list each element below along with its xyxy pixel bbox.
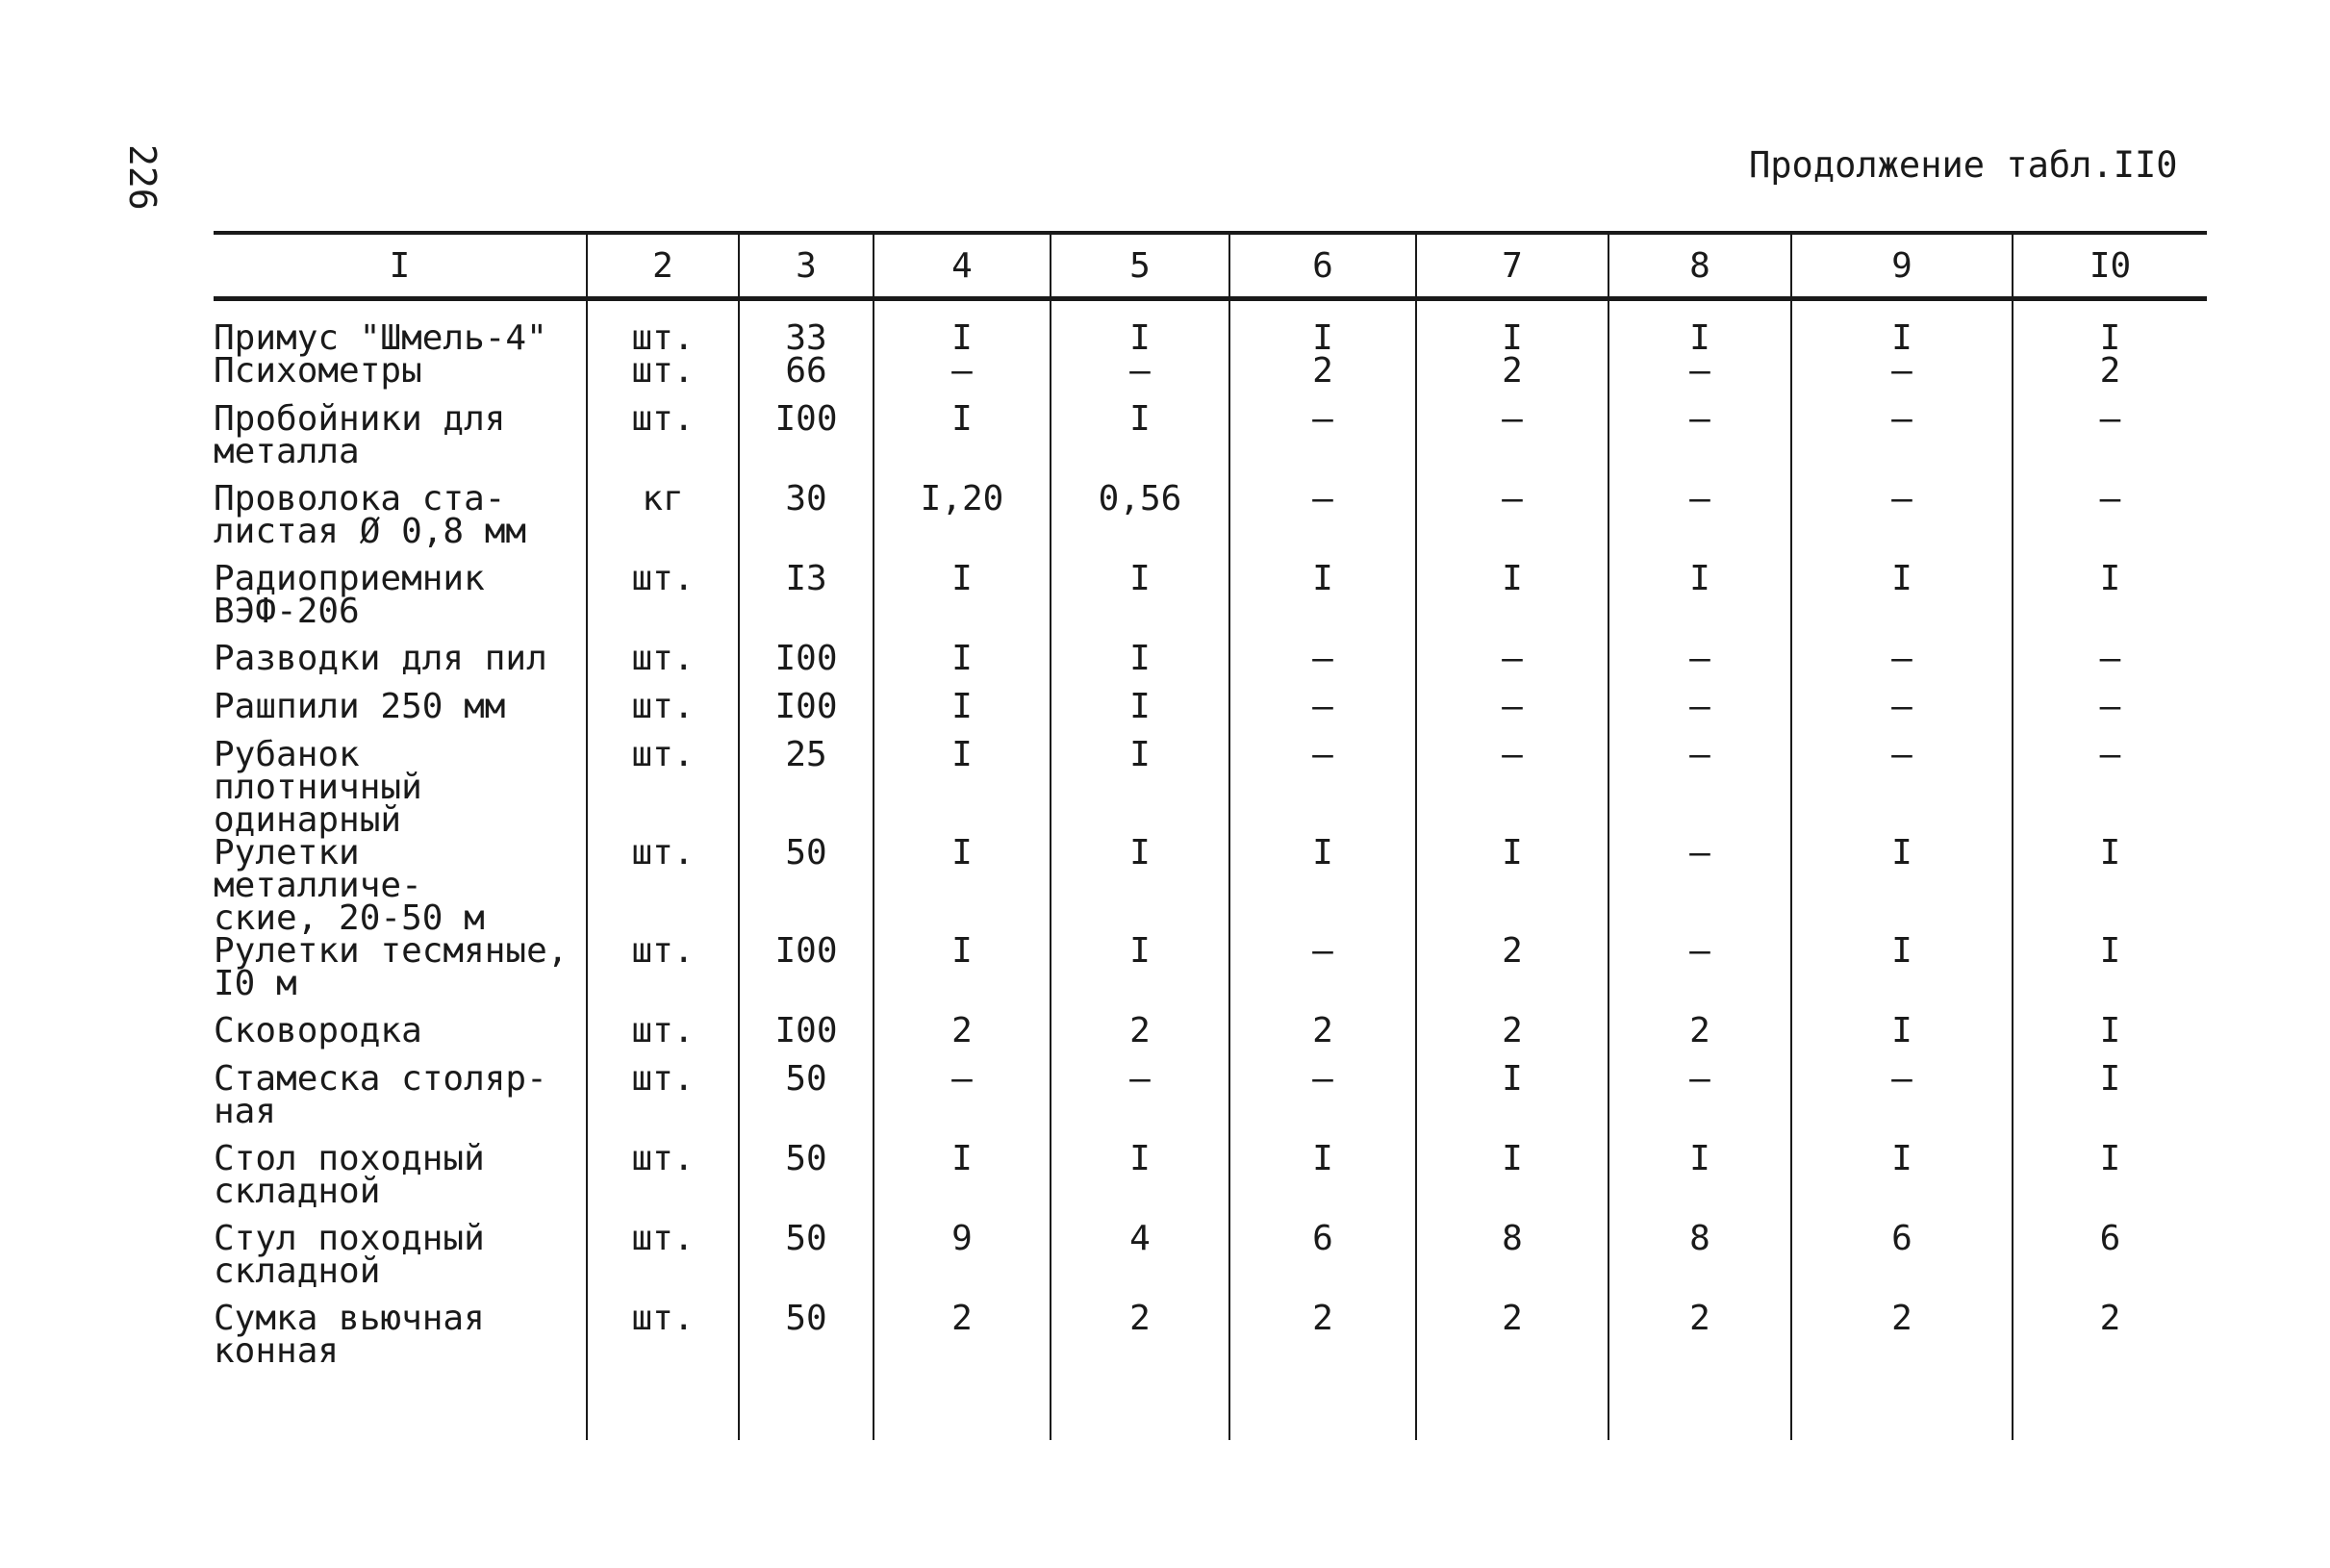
table-row	[214, 355, 2207, 403]
unit-cell: шт.	[587, 1015, 739, 1063]
value-cell: 2	[874, 1302, 1051, 1382]
table-row	[214, 1302, 2207, 1382]
value-cell: I	[1608, 1143, 1791, 1223]
value-cell: I	[1416, 837, 1608, 935]
table-filler-row	[214, 1382, 2207, 1440]
value-cell: I	[1416, 1063, 1608, 1143]
value-cell: 2	[1051, 1015, 1229, 1063]
empty-cell	[1416, 1382, 1608, 1440]
value-cell: I	[1416, 1143, 1608, 1223]
value-cell: –	[1608, 739, 1791, 837]
value-cell: 2	[1608, 1015, 1791, 1063]
value-cell: –	[1608, 935, 1791, 1015]
value-cell: I	[1791, 1143, 2013, 1223]
value-cell: I	[874, 739, 1051, 837]
unit-cell: шт.	[587, 1302, 739, 1382]
unit-cell: шт.	[587, 299, 739, 356]
quantity-cell: I3	[739, 563, 874, 643]
value-cell: –	[1608, 837, 1791, 935]
value-cell: 6	[1791, 1223, 2013, 1302]
unit-cell: шт.	[587, 1063, 739, 1143]
value-cell: I	[1229, 1143, 1416, 1223]
table-row	[214, 691, 2207, 739]
table-row	[214, 1015, 2207, 1063]
item-name-cell: Сковородка	[214, 1011, 422, 1050]
value-cell: I	[874, 935, 1051, 1015]
value-cell: I	[2013, 1063, 2207, 1143]
value-cell: –	[1229, 403, 1416, 483]
value-cell: I	[1608, 563, 1791, 643]
value-cell: 6	[2013, 1223, 2207, 1302]
value-cell: 2	[1229, 1015, 1416, 1063]
table-row	[214, 1223, 2207, 1302]
value-cell: I	[874, 563, 1051, 643]
quantity-cell: I00	[739, 691, 874, 739]
value-cell: 2	[1416, 1302, 1608, 1382]
unit-cell: шт.	[587, 563, 739, 643]
value-cell: I	[874, 299, 1051, 356]
empty-cell	[1608, 1382, 1791, 1440]
quantity-cell: I00	[739, 643, 874, 691]
quantity-cell: I00	[739, 403, 874, 483]
empty-cell	[1791, 1382, 2013, 1440]
value-cell: –	[2013, 483, 2207, 563]
item-name-cell: Пробойники для металла	[214, 399, 506, 471]
value-cell: I	[1416, 299, 1608, 356]
column-header: 4	[874, 233, 1051, 299]
value-cell: –	[1416, 739, 1608, 837]
value-cell: I	[2013, 299, 2207, 356]
empty-cell	[1229, 1382, 1416, 1440]
value-cell: –	[2013, 739, 2207, 837]
value-cell: I	[2013, 837, 2207, 935]
item-name-cell: Рубанок плотничный одинарный	[214, 735, 422, 840]
item-name-cell: Психометры	[214, 351, 422, 391]
value-cell: 4	[1051, 1223, 1229, 1302]
column-header: 6	[1229, 233, 1416, 299]
quantity-cell: I00	[739, 1015, 874, 1063]
value-cell: –	[2013, 643, 2207, 691]
table-row	[214, 299, 2207, 356]
value-cell: –	[1229, 483, 1416, 563]
quantity-cell: 25	[739, 739, 874, 837]
value-cell: –	[1791, 643, 2013, 691]
value-cell: I	[1791, 935, 2013, 1015]
value-cell: –	[1416, 403, 1608, 483]
value-cell: –	[1791, 691, 2013, 739]
value-cell: I	[1791, 837, 2013, 935]
equipment-table-container	[214, 231, 2207, 1440]
value-cell: 9	[874, 1223, 1051, 1302]
value-cell: –	[1608, 483, 1791, 563]
value-cell: 2	[1229, 1302, 1416, 1382]
column-header: 8	[1608, 233, 1791, 299]
unit-cell: шт.	[587, 355, 739, 403]
value-cell: 2	[1416, 935, 1608, 1015]
value-cell: –	[1229, 643, 1416, 691]
value-cell: –	[1608, 1063, 1791, 1143]
quantity-cell: 50	[739, 1063, 874, 1143]
equipment-table	[214, 231, 2207, 1440]
value-cell: –	[874, 355, 1051, 403]
value-cell: I	[1229, 299, 1416, 356]
empty-cell	[739, 1382, 874, 1440]
value-cell: –	[1608, 355, 1791, 403]
value-cell: 2	[874, 1015, 1051, 1063]
quantity-cell: 30	[739, 483, 874, 563]
value-cell: –	[1791, 355, 2013, 403]
value-cell: –	[1416, 643, 1608, 691]
empty-cell	[587, 1382, 739, 1440]
item-name-cell: Рулетки тесмяные, I0 м	[214, 931, 569, 1003]
unit-cell: шт.	[587, 739, 739, 837]
item-name-cell: Проволока ста- листая Ø 0,8 мм	[214, 479, 527, 551]
value-cell: I	[1608, 299, 1791, 356]
column-header: 9	[1791, 233, 2013, 299]
value-cell: –	[1229, 691, 1416, 739]
table-row	[214, 643, 2207, 691]
table-row	[214, 739, 2207, 837]
table-row	[214, 403, 2207, 483]
value-cell: I	[1051, 563, 1229, 643]
table-row	[214, 563, 2207, 643]
value-cell: I	[1416, 563, 1608, 643]
value-cell: –	[1791, 739, 2013, 837]
table-row	[214, 483, 2207, 563]
quantity-cell: 50	[739, 1302, 874, 1382]
value-cell: 8	[1416, 1223, 1608, 1302]
value-cell: –	[1051, 355, 1229, 403]
unit-cell: кг	[587, 483, 739, 563]
value-cell: –	[2013, 691, 2207, 739]
value-cell: 8	[1608, 1223, 1791, 1302]
value-cell: –	[1608, 643, 1791, 691]
value-cell: I	[2013, 1143, 2207, 1223]
value-cell: I	[874, 1143, 1051, 1223]
item-name-cell: Рашпили 250 мм	[214, 687, 506, 726]
quantity-cell: I00	[739, 935, 874, 1015]
value-cell: 2	[1416, 1015, 1608, 1063]
empty-cell	[214, 1382, 587, 1440]
item-name-cell: Стул походный складной	[214, 1219, 485, 1291]
value-cell: 6	[1229, 1223, 1416, 1302]
item-name-cell: Стамеска столяр- ная	[214, 1059, 547, 1131]
value-cell: –	[1791, 483, 2013, 563]
header-row	[214, 233, 2207, 299]
quantity-cell: 33	[739, 299, 874, 356]
value-cell: –	[1608, 403, 1791, 483]
item-name-cell: Сумка вьючная конная	[214, 1299, 485, 1371]
table-continuation-caption: Продолжение табл.II0	[1749, 144, 2178, 186]
column-header: 2	[587, 233, 739, 299]
value-cell: I	[1791, 1015, 2013, 1063]
item-name-cell: Примус "Шмель-4"	[214, 318, 547, 358]
value-cell: –	[1608, 691, 1791, 739]
unit-cell: шт.	[587, 691, 739, 739]
value-cell: I	[1229, 837, 1416, 935]
page-number: 226	[121, 144, 164, 211]
unit-cell: шт.	[587, 643, 739, 691]
item-name-cell: Разводки для пил	[214, 639, 547, 678]
item-name-cell: Стол походный складной	[214, 1139, 485, 1211]
column-header: 3	[739, 233, 874, 299]
value-cell: I	[2013, 935, 2207, 1015]
value-cell: –	[1791, 1063, 2013, 1143]
unit-cell: шт.	[587, 837, 739, 935]
value-cell: I	[1051, 691, 1229, 739]
value-cell: I	[1791, 563, 2013, 643]
value-cell: I,20	[874, 483, 1051, 563]
column-header: 5	[1051, 233, 1229, 299]
value-cell: –	[1229, 935, 1416, 1015]
value-cell: 2	[1051, 1302, 1229, 1382]
item-name-cell: Рулетки металличе- ские, 20-50 м	[214, 833, 485, 938]
table-row	[214, 935, 2207, 1015]
value-cell: –	[1416, 691, 1608, 739]
value-cell: I	[874, 643, 1051, 691]
value-cell: I	[1791, 299, 2013, 356]
empty-cell	[874, 1382, 1051, 1440]
value-cell: I	[1051, 403, 1229, 483]
unit-cell: шт.	[587, 1143, 739, 1223]
column-header: I0	[2013, 233, 2207, 299]
value-cell: –	[874, 1063, 1051, 1143]
value-cell: I	[874, 691, 1051, 739]
value-cell: 2	[2013, 1302, 2207, 1382]
column-header: 7	[1416, 233, 1608, 299]
value-cell: I	[1051, 739, 1229, 837]
value-cell: 2	[1229, 355, 1416, 403]
empty-cell	[2013, 1382, 2207, 1440]
value-cell: I	[1229, 563, 1416, 643]
value-cell: 0,56	[1051, 483, 1229, 563]
value-cell: I	[2013, 1015, 2207, 1063]
value-cell: –	[1416, 483, 1608, 563]
empty-cell	[1051, 1382, 1229, 1440]
value-cell: 2	[2013, 355, 2207, 403]
column-header: I	[214, 233, 587, 299]
unit-cell: шт.	[587, 1223, 739, 1302]
quantity-cell: 50	[739, 1143, 874, 1223]
table-row	[214, 1143, 2207, 1223]
item-name-cell: Радиоприемник ВЭФ-206	[214, 559, 485, 631]
value-cell: I	[1051, 1143, 1229, 1223]
quantity-cell: 50	[739, 1223, 874, 1302]
value-cell: –	[1229, 739, 1416, 837]
value-cell: 2	[1608, 1302, 1791, 1382]
value-cell: I	[1051, 643, 1229, 691]
value-cell: I	[874, 837, 1051, 935]
unit-cell: шт.	[587, 935, 739, 1015]
value-cell: I	[1051, 837, 1229, 935]
value-cell: I	[2013, 563, 2207, 643]
unit-cell: шт.	[587, 403, 739, 483]
value-cell: –	[1791, 403, 2013, 483]
quantity-cell: 66	[739, 355, 874, 403]
table-row	[214, 1063, 2207, 1143]
value-cell: 2	[1416, 355, 1608, 403]
value-cell: I	[874, 403, 1051, 483]
value-cell: 2	[1791, 1302, 2013, 1382]
value-cell: –	[1051, 1063, 1229, 1143]
value-cell: I	[1051, 935, 1229, 1015]
quantity-cell: 50	[739, 837, 874, 935]
table-row	[214, 837, 2207, 935]
value-cell: –	[2013, 403, 2207, 483]
value-cell: –	[1229, 1063, 1416, 1143]
value-cell: I	[1051, 299, 1229, 356]
